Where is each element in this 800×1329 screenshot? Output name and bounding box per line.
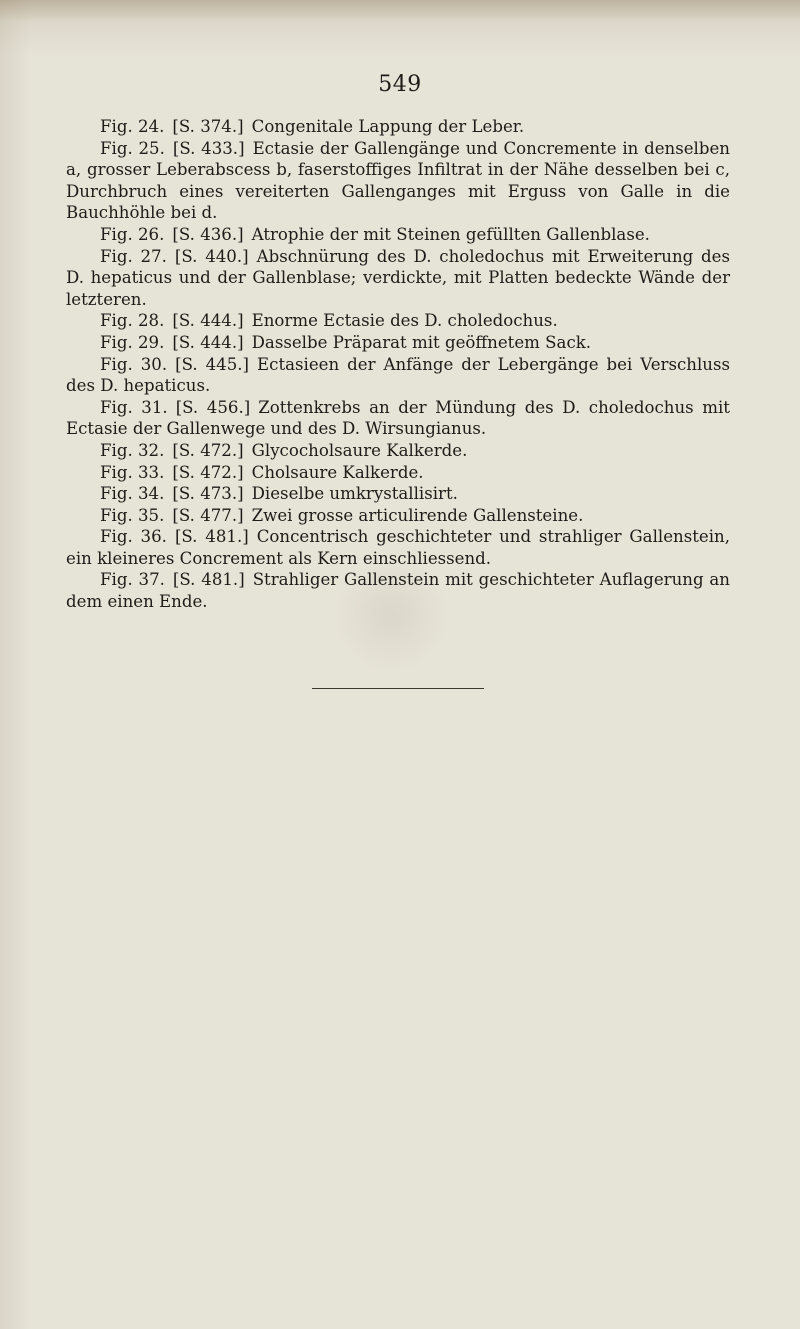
page-reference: [S. 473.]	[172, 484, 244, 504]
figure-description: Strahliger Gallenstein mit geschichteter Auflagerung an dem einen Ende.	[66, 570, 730, 612]
page-reference: [S. 374.]	[172, 117, 244, 136]
page-reference: [S. 436.]	[172, 224, 244, 244]
figure-entry	[66, 116, 730, 138]
page-reference: [S. 477.]	[172, 505, 244, 525]
figure-label: Fig. 33.	[100, 462, 165, 482]
figure-label: Fig. 32.	[100, 440, 165, 460]
figure-entry	[66, 440, 730, 462]
figure-entry	[66, 224, 730, 246]
figure-description: Ectasieen der Anfänge der Lebergänge bei Verschluss des D. hepaticus.	[66, 354, 730, 396]
page-reference: [S. 481.]	[172, 570, 245, 590]
figure-label: Fig. 27.	[100, 246, 167, 266]
end-rule	[312, 688, 484, 689]
figure-entry	[66, 332, 730, 354]
page-reference: [S. 444.]	[172, 332, 244, 352]
figure-description: Atrophie der mit Steinen gefüllten Gallenblase.	[251, 224, 650, 244]
figure-label: Fig. 26.	[100, 224, 165, 244]
figure-description: Abschnürung des D. choledochus mit Erweiterung des D. hepaticus und der Gallenblase; verdickte, mit Platten bedeckte Wände der letzteren.	[66, 246, 730, 309]
figure-label: Fig. 24.	[100, 117, 165, 136]
figure-entry	[66, 462, 730, 484]
figure-entry	[66, 505, 730, 527]
figure-entry	[66, 397, 730, 440]
figure-description: Congenitale Lappung der Leber.	[251, 117, 525, 136]
figure-description: Glycocholsaure Kalkerde.	[251, 440, 468, 460]
figure-description: Zottenkrebs an der Mündung des D. choledochus mit Ectasie der Gallenwege und des D. Wirsungianus.	[66, 397, 730, 439]
page-reference: [S. 444.]	[172, 311, 244, 331]
figure-entry	[66, 138, 730, 224]
figure-label: Fig. 29.	[100, 332, 165, 352]
figure-label: Fig. 25.	[100, 138, 165, 158]
figure-entry	[66, 526, 730, 569]
figure-description: Zwei grosse articulirende Gallensteine.	[251, 505, 584, 525]
figure-captions-list	[66, 116, 730, 613]
figure-description: Concentrisch geschichteter und strahliger Gallenstein, ein kleineres Concrement als Kern einschliessend.	[66, 527, 730, 568]
figure-description: Enorme Ectasie des D. choledochus.	[251, 311, 558, 331]
figure-entry	[66, 569, 730, 612]
figure-entry	[66, 310, 730, 332]
figure-label: Fig. 28.	[100, 311, 165, 331]
figure-label: Fig. 36.	[100, 527, 167, 547]
page-reference: [S. 456.]	[175, 397, 251, 417]
page-reference: [S. 481.]	[174, 527, 249, 547]
figure-description: Cholsaure Kalkerde.	[251, 462, 424, 482]
page-reference: [S. 445.]	[175, 354, 250, 374]
figure-label: Fig. 35.	[100, 505, 165, 525]
figure-entry	[66, 483, 730, 505]
figure-entry	[66, 246, 730, 311]
page-reference: [S. 440.]	[174, 246, 249, 266]
figure-description: Dasselbe Präparat mit geöffnetem Sack.	[251, 332, 592, 352]
page-number: 549	[378, 72, 422, 97]
page-reference: [S. 433.]	[172, 138, 245, 158]
figure-label: Fig. 34.	[100, 484, 165, 504]
figure-description: Ectasie der Gallengänge und Concremente in denselben a, grosser Leberabscess b, faserstoffiges Infiltrat in der Nähe desselben bei c, Durchbruch eines vereiterten Gallenganges mit Erguss von Galle in die Bauchhöhle bei d.	[66, 138, 730, 223]
figure-label: Fig. 30.	[100, 354, 168, 374]
figure-description: Dieselbe umkrystallisirt.	[251, 484, 458, 504]
page-reference: [S. 472.]	[172, 462, 244, 482]
figure-label: Fig. 37.	[100, 570, 165, 590]
figure-label: Fig. 31.	[100, 397, 168, 417]
figure-entry	[66, 354, 730, 397]
page-reference: [S. 472.]	[172, 440, 244, 460]
